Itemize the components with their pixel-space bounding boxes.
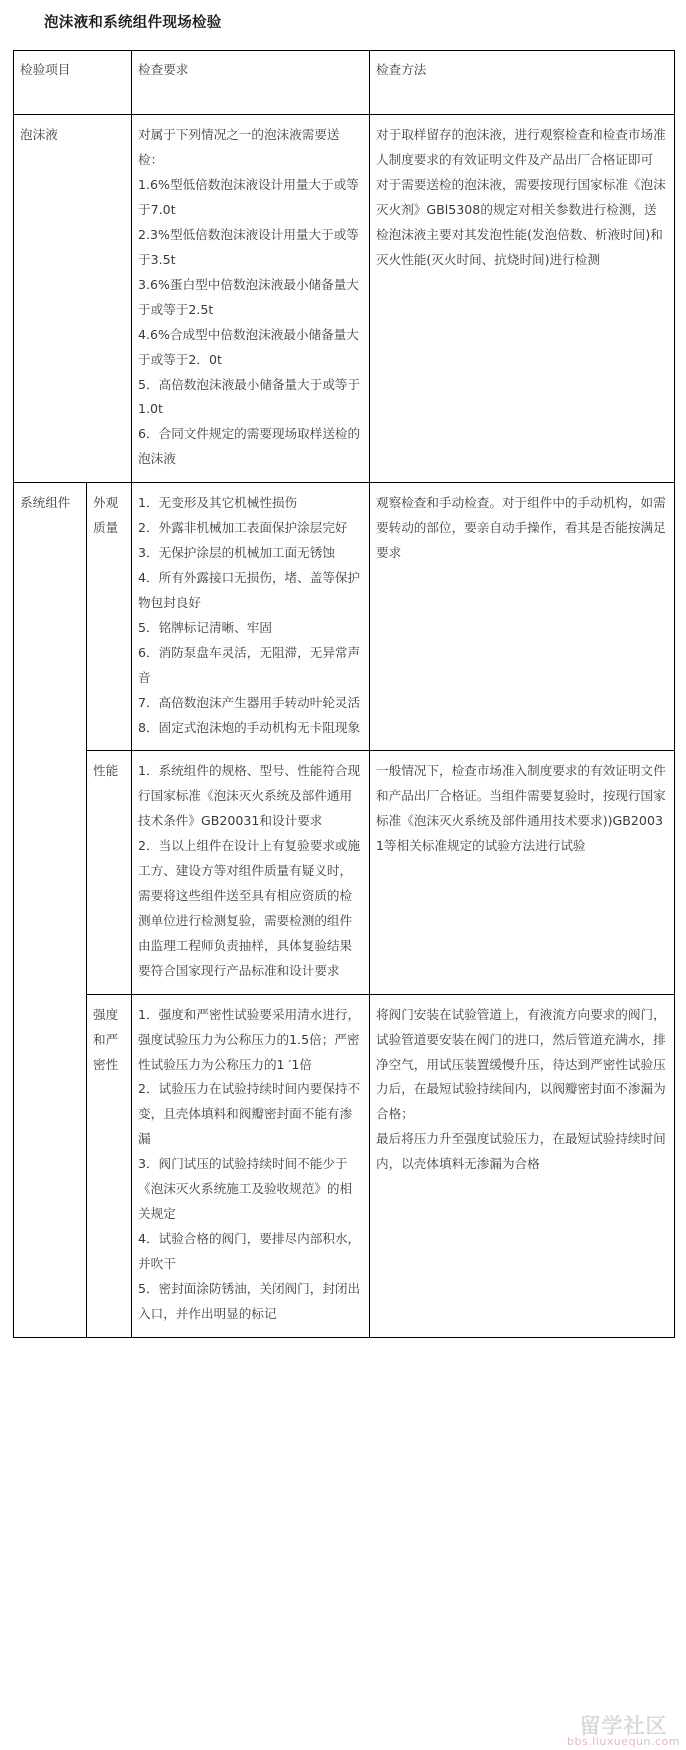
requirement-line: 1.6%型低倍数泡沫液设计用量大于或等于7.0t (138, 177, 359, 218)
requirement-line: 1．无变形及其它机械性损伤 (138, 495, 298, 511)
row-method-cell (370, 994, 675, 1337)
requirement-line: 8．固定式泡沫炮的手动机构无卡阻现象 (138, 719, 361, 735)
watermark (567, 1715, 680, 1748)
page-title: 泡沫液和系统组件现场检验 (44, 15, 222, 31)
requirement-line: 3．阀门试压的试验持续时间不能少于《泡沫灭火系统施工及验收规范》的相关规定 (138, 1156, 353, 1222)
requirement-line: 6．合同文件规定的需要现场取样送检的泡沫液 (138, 426, 361, 467)
method-line: 一般情况下，检查市场准入制度要求的有效证明文件和产品出厂合格证。当组件需要复验时，按现行国家标准《泡沫灭火系统及部件通用技术要求))GB2003 1等相关标准规定的试验方法进行试验 (376, 763, 666, 854)
requirement-line: 4.6%合成型中倍数泡沫液最小储备量大于或等于2．0t (138, 326, 359, 367)
requirement-line: 1．强度和严密性试验要采用清水进行，强度试验压力为公称压力的1.5倍；严密性试验压力为公称压力的1 ′1倍 (138, 1006, 361, 1072)
requirement-line: 对属于下列情况之一的泡沫液需要送检： (138, 127, 340, 168)
watermark-site-url: bbs.liuxuequn.com (567, 1735, 680, 1749)
row-sub-label: 性能 (87, 751, 132, 994)
table-row (14, 115, 675, 483)
table-body (14, 115, 675, 1337)
row-requirement-cell (132, 483, 370, 751)
requirement-line: 7．高倍数泡沫产生器用手转动叶轮灵活 (138, 694, 361, 710)
row-method-cell (370, 483, 675, 751)
requirement-line: 2．试验压力在试验持续时间内要保持不变，且壳体填料和阀瓣密封面不能有渗漏 (138, 1081, 361, 1147)
column-header-item: 检验项目 (14, 51, 132, 115)
requirement-line: 6．消防泵盘车灵活，无阻滞，无异常声音 (138, 644, 361, 685)
table-row (14, 751, 675, 994)
row-requirement-cell (132, 115, 370, 483)
requirement-line: 5．高倍数泡沫液最小储备量大于或等于1.0t (138, 376, 361, 417)
requirement-line: 5．铭牌标记清晰、牢固 (138, 619, 272, 635)
column-header-method: 检查方法 (370, 51, 675, 115)
method-line: 对于需要送检的泡沫液，需要按现行国家标准《泡沫灭火剂》GBl5308的规定对相关参数进行检测，送检泡沫液主要对其发泡性能(发泡倍数、析液时间)和灭火性能(灭火时间、抗烧时间)进行检测 (376, 177, 666, 267)
watermark-site-name: 留学社区 (579, 1714, 668, 1739)
method-line: 对于取样留存的泡沫液，进行观察检查和检查市场准人制度要求的有效证明文件及产品出厂合格证即可 (376, 127, 666, 168)
row-method-cell (370, 115, 675, 483)
method-line: 观察检查和手动检查。对于组件中的手动机构，如需要转动的部位，要亲自动手操作，看其是否能按满足要求 (376, 495, 666, 561)
row-item-label: 系统组件 (14, 483, 87, 1338)
row-item-label: 泡沫液 (14, 115, 132, 483)
method-line: 最后将压力升至强度试验压力，在最短试验持续时间内，以壳体填料无渗漏为合格 (376, 1131, 666, 1172)
row-method-cell (370, 751, 675, 994)
requirement-line: 2．当以上组件在设计上有复验要求或施工方、建设方等对组件质量有疑义时，需要将这些组件送至具有相应资质的检测单位进行检测复验，需要检测的组件由监理工程师负责抽样，具体复验结果要符合国家现行产品标准和设计要求 (138, 838, 361, 978)
table-row (14, 994, 675, 1337)
requirement-line: 3.6%蛋白型中倍数泡沫液最小储备量大于或等于2.5t (138, 276, 359, 317)
method-line: 将阀门安装在试验管道上，有液流方向要求的阀门，试验管道要安装在阀门的进口，然后管道充满水，排净空气，用试压装置缓慢升压，待达到严密性试验压力后，在最短试验持续间内，以阀瓣密封面不渗漏为合格； (376, 1006, 666, 1122)
row-requirement-cell (132, 751, 370, 994)
table-row (14, 483, 675, 751)
table-header (14, 51, 675, 115)
requirement-line: 1．系统组件的规格、型号、性能符合现行国家标准《泡沫灭火系统及部件通用技术条件》GB20031和设计要求 (138, 763, 361, 829)
column-header-requirement: 检查要求 (132, 51, 370, 115)
row-sub-label: 外观质量 (87, 483, 132, 751)
requirement-line: 4．试验合格的阀门，要排尽内部积水，并吹干 (138, 1231, 361, 1271)
row-sub-label: 强度和严密性 (87, 994, 132, 1337)
requirement-line: 5．密封面涂防锈油，关闭阀门，封闭出入口，并作出明显的标记 (138, 1280, 361, 1321)
row-requirement-cell (132, 994, 370, 1337)
requirement-line: 2．外露非机械加工表面保护涂层完好 (138, 520, 348, 536)
requirement-line: 3．无保护涂层的机械加工面无锈蚀 (138, 545, 335, 561)
inspection-table (13, 50, 675, 1337)
requirement-line: 2.3%型低倍数泡沫液设计用量大于或等于3.5t (138, 226, 359, 267)
table-header-row (14, 51, 675, 115)
requirement-line: 4．所有外露接口无损伤，堵、盖等保护物包封良好 (138, 569, 361, 610)
